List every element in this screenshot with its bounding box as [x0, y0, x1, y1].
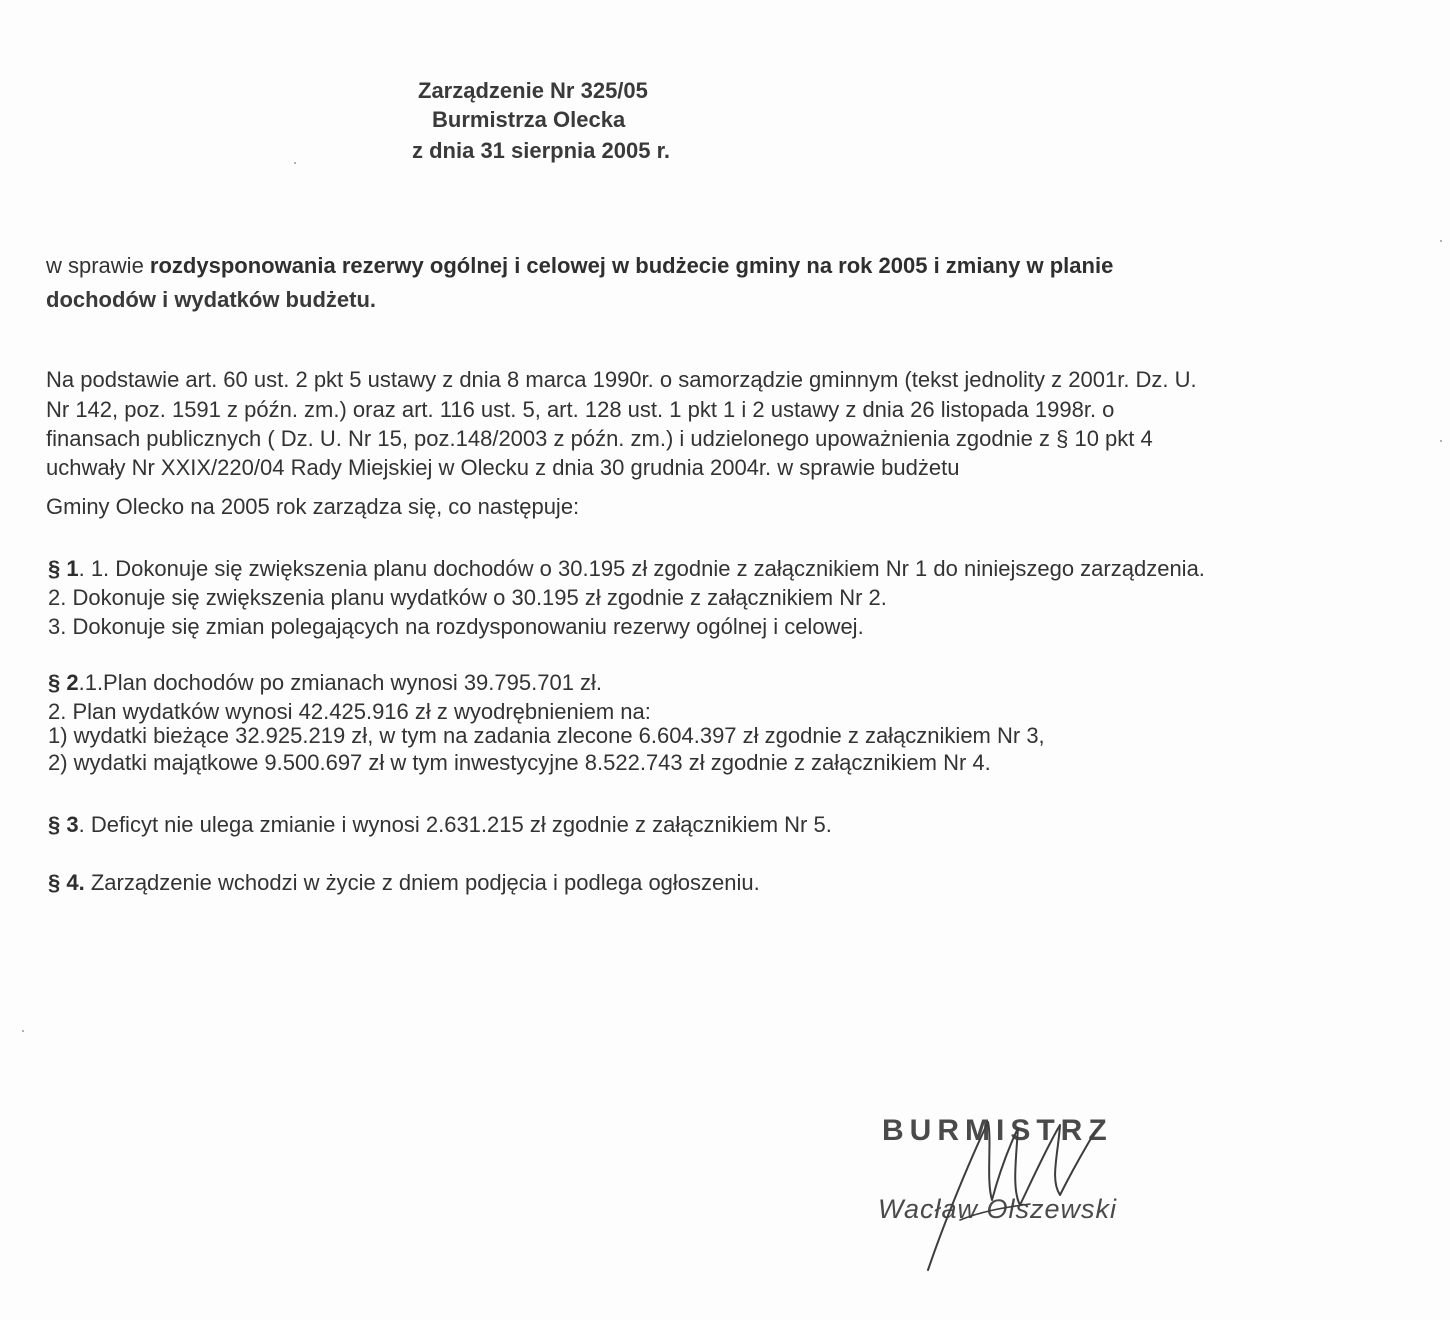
- par1-item-2: 2. Dokonuje się zwiększenia planu wydatków o 30.195 zł zgodnie z załącznikiem Nr 2.: [48, 585, 887, 610]
- preamble-line: Gminy Olecko na 2005 rok zarządza się, co następuje:: [46, 494, 580, 519]
- subject-prefix: w sprawie: [46, 253, 150, 278]
- preamble-line: finansach publicznych ( Dz. U. Nr 15, poz.148/2003 z późn. zm.) i udzielonego upoważnienia zgodnie z § 10 pkt 4: [46, 426, 1153, 451]
- par2-item-1-text: .1.Plan dochodów po zmianach wynosi 39.795.701 zł.: [78, 670, 603, 695]
- scan-speck: [294, 162, 296, 164]
- preamble-line: Na podstawie art. 60 ust. 2 pkt 5 ustawy z dnia 8 marca 1990r. o samorządzie gminnym (tekst jednolity z 2001r. Dz. U.: [46, 367, 1197, 392]
- subject-line-1: [46, 253, 1113, 279]
- subject-bold-1: rozdysponowania rezerwy ogólnej i celowej w budżecie gminy na rok 2005 i zmiany w planie: [149, 253, 1114, 278]
- par2-item-3: 1) wydatki bieżące 32.925.219 zł, w tym na zadania zlecone 6.604.397 zł zgodnie z załącznikiem Nr 3,: [48, 723, 1045, 748]
- par1-item-3: 3. Dokonuje się zmian polegających na rozdysponowaniu rezerwy ogólnej i celowej.: [48, 614, 864, 639]
- issuer: Burmistrza Olecka: [432, 107, 626, 132]
- par3-text: . Deficyt nie ulega zmianie i wynosi 2.631.215 zł zgodnie z załącznikiem Nr 5.: [78, 812, 832, 837]
- signature-title: BURMISTRZ: [882, 1114, 1113, 1147]
- par1-mark: § 1: [48, 556, 79, 581]
- document-title: Zarządzenie Nr 325/05: [418, 78, 648, 103]
- preamble-line: uchwały Nr XXIX/220/04 Rady Miejskiej w Olecku z dnia 30 grudnia 2004r. w sprawie budżetu: [46, 455, 960, 480]
- scan-speck: [22, 1030, 24, 1032]
- subject-line-2: dochodów i wydatków budżetu.: [46, 287, 376, 312]
- document-date: z dnia 31 sierpnia 2005 r.: [412, 138, 671, 163]
- par4-text: Zarządzenie wchodzi w życie z dniem podjęcia i podlega ogłoszeniu.: [84, 870, 760, 895]
- par1-item-1: [48, 556, 1205, 582]
- par3-mark: § 3: [48, 812, 79, 837]
- par4-mark: § 4.: [48, 870, 85, 895]
- par2-mark: § 2: [48, 670, 79, 695]
- par2-item-1: [48, 670, 602, 696]
- par2-item-4: 2) wydatki majątkowe 9.500.697 zł w tym inwestycyjne 8.522.743 zł zgodnie z załącznikiem Nr 4.: [48, 750, 991, 775]
- par1-item-1-text: . 1. Dokonuje się zwiększenia planu dochodów o 30.195 zł zgodnie z załącznikiem Nr 1 do niniejszego zarządzenia.: [78, 556, 1205, 581]
- scan-speck: [1440, 440, 1442, 442]
- scan-speck: [1440, 240, 1442, 242]
- par3: [48, 812, 832, 838]
- par4: [48, 870, 760, 896]
- signature-name: Wacław Olszewski: [878, 1194, 1118, 1224]
- preamble-line: Nr 142, poz. 1591 z późn. zm.) oraz art. 116 ust. 5, art. 128 ust. 1 pkt 1 i 2 ustawy z dnia 26 listopada 1998r. o: [46, 397, 1115, 422]
- par2-item-2: 2. Plan wydatków wynosi 42.425.916 zł z wyodrębnieniem na:: [48, 699, 651, 724]
- handwritten-signature: [900, 1100, 1120, 1290]
